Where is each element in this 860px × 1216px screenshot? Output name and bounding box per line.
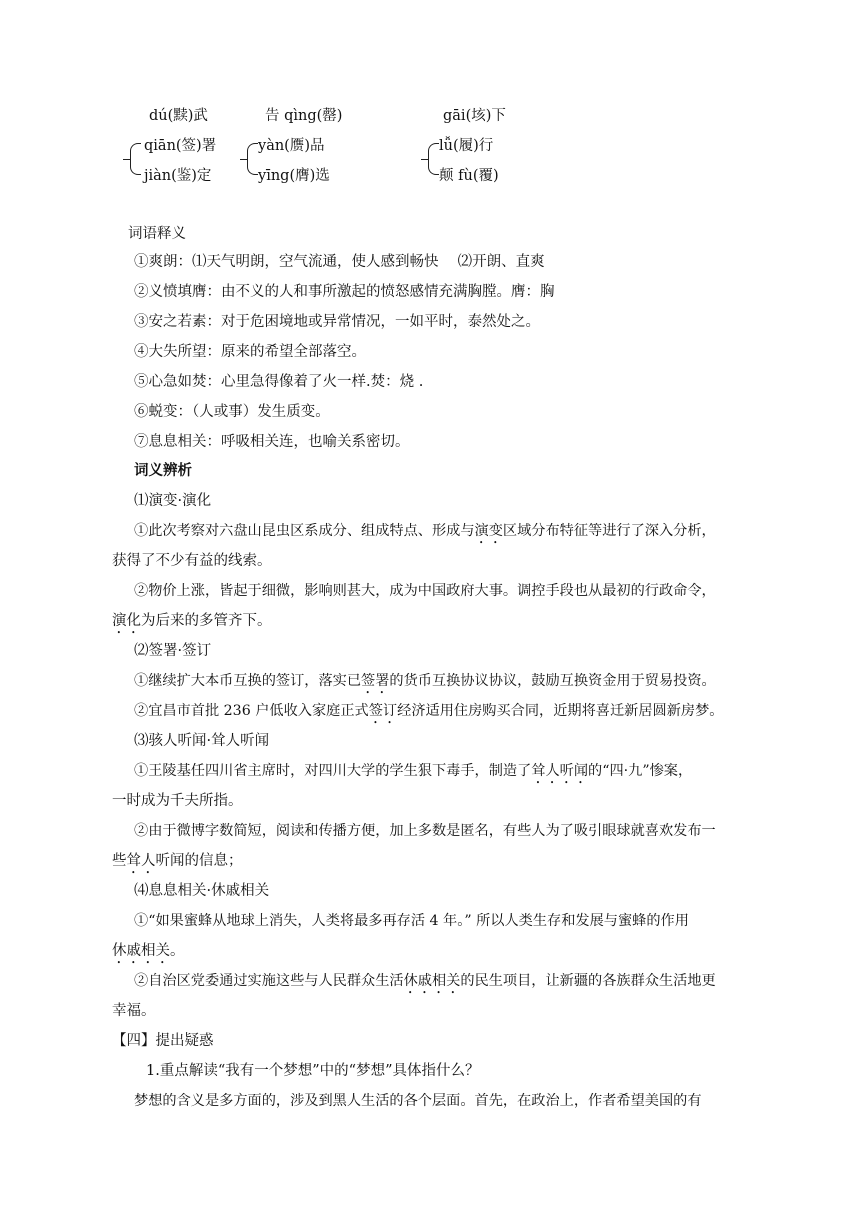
- analysis-sentence: ①此次考察对六盘山昆虫区系成分、组成特点、形成与演变区域分布特征等进行了深入分析，: [134, 523, 716, 539]
- answer-1: 梦想的含义是多方面的，涉及到黑人生活的各个层面。首先，在政治上，作者希望美国的有: [134, 1093, 702, 1109]
- pinyin-group2-top: 告 qìng(罄): [265, 108, 343, 124]
- pinyin-group3-b: 颠 fù(覆): [439, 168, 499, 184]
- glossary-item: ③安之若素：对于危困境地或异常情况，一如平时，泰然处之。: [134, 314, 540, 330]
- analysis-sentence: ②宜昌市首批 236 户低收入家庭正式签订经济适用住房购买合同，近期将喜迁新居圆新房梦。: [134, 703, 724, 719]
- pinyin-group3-top: gāi(垓)下: [443, 108, 506, 124]
- analysis-sentence-cont: 获得了不少有益的线索。: [112, 553, 272, 569]
- analysis-sentence-cont: 幸福。: [112, 1003, 156, 1019]
- glossary-item: ⑥蜕变：（人或事）发生质变。: [134, 404, 330, 420]
- analysis-sentence-cont: 演化为后来的多管齐下。: [112, 613, 272, 629]
- brace-icon: [247, 143, 258, 175]
- pinyin-group1-b: jiàn(鉴)定: [144, 168, 212, 184]
- pinyin-group1-top: dú(黩)武: [149, 108, 208, 124]
- pinyin-group2-a: yàn(赝)品: [258, 138, 325, 154]
- analysis-sentence: ②由于微博字数简短，阅读和传播方便，加上多数是匿名，有些人为了吸引眼球就喜欢发布一: [134, 823, 716, 839]
- analysis-sentence: ②自治区党委通过实施这些与人民群众生活休戚相关的民生项目，让新疆的各族群众生活地更: [134, 973, 716, 989]
- analysis-sentence: ①王陵基任四川省主席时，对四川大学的学生狠下毒手，制造了耸人听闻的“四·九”惨案，: [134, 763, 693, 779]
- analysis-sentence: ①继续扩大本币互换的签订，落实已签署的货币互换协议协议，鼓励互换资金用于贸易投资。: [134, 673, 716, 689]
- analysis-sentence: ①“如果蜜蜂从地球上消失，人类将最多再存活 4 年。” 所以人类生存和发展与蜜蜂的作用: [134, 913, 689, 929]
- glossary-item: ⑤心急如焚：心里急得像着了火一样.焚：烧 .: [134, 374, 424, 390]
- analysis-group-title: ⑶骇人听闻·耸人听闻: [134, 733, 270, 749]
- glossary-item: ①爽朗：⑴天气明朗，空气流通，使人感到畅快 ⑵开朗、直爽: [134, 254, 545, 270]
- pinyin-group3-a: lǚ(履)行: [439, 138, 494, 154]
- analysis-sentence-cont: 些耸人听闻的信息；: [112, 853, 243, 869]
- section-heading: 【四】提出疑惑: [112, 1033, 214, 1049]
- question-1: 1.重点解读“我有一个梦想”中的“梦想”具体指什么？: [146, 1063, 480, 1079]
- pinyin-group1-a: qiān(签)署: [144, 138, 217, 154]
- analysis-heading: 词义辨析: [134, 462, 192, 479]
- analysis-group-title: ⑷息息相关·休戚相关: [134, 883, 270, 899]
- analysis-sentence-cont: 一时成为千夫所指。: [112, 793, 243, 809]
- analysis-sentence: ②物价上涨，皆起于细微，影响则甚大，成为中国政府大事。调控手段也从最初的行政命令，: [134, 583, 716, 599]
- glossary-item: ④大失所望：原来的希望全部落空。: [134, 344, 366, 360]
- brace-icon: [130, 143, 141, 175]
- pinyin-group2-b: yīng(膺)选: [258, 168, 330, 184]
- analysis-sentence-cont: 休戚相关。: [112, 943, 185, 959]
- glossary-item: ②义愤填膺：由不义的人和事所激起的愤怒感情充满胸膛。膺：胸: [134, 284, 555, 300]
- glossary-heading: 词语释义: [128, 226, 186, 242]
- analysis-group-title: ⑵签署·签订: [134, 643, 212, 659]
- brace-icon: [428, 143, 439, 175]
- analysis-group-title: ⑴演变·演化: [134, 493, 212, 509]
- glossary-item: ⑦息息相关：呼吸相关连，也喻关系密切。: [134, 434, 410, 450]
